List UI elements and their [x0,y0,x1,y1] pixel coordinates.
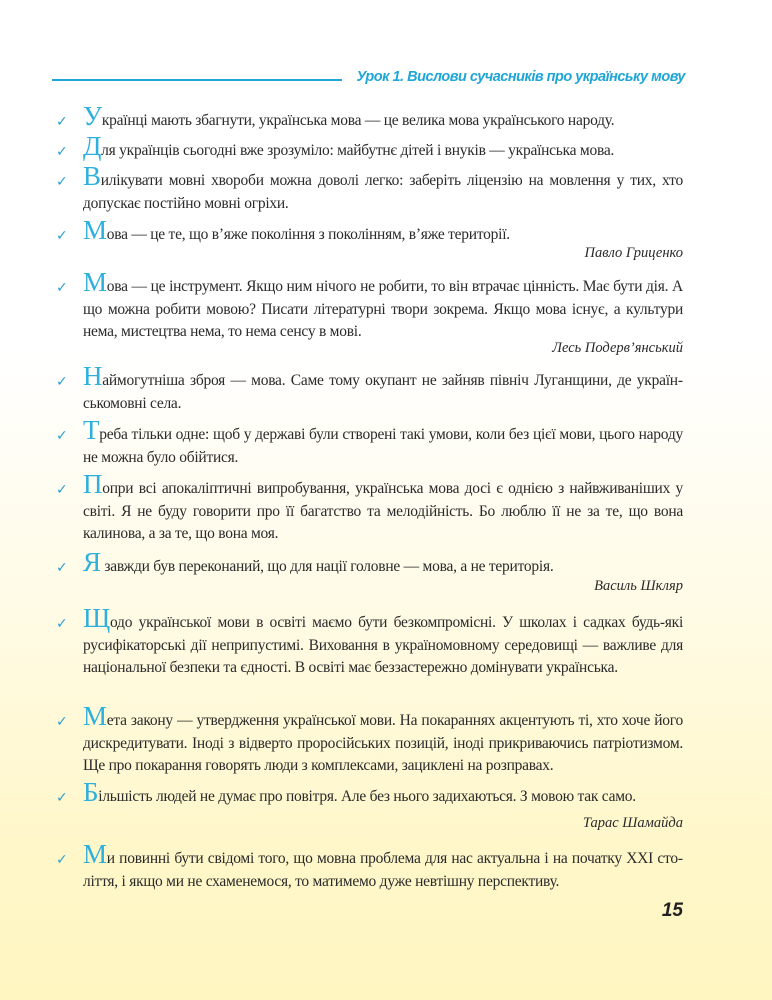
drop-cap: У [83,101,102,131]
quote-item [56,603,683,680]
quote-author: Тарас Шамайда [582,815,683,831]
quote-item [56,361,683,415]
drop-cap: М [83,267,107,297]
checkmark-icon: ✓ [56,616,68,632]
checkmark-icon: ✓ [56,560,68,576]
quote-item [56,777,683,809]
checkmark-icon: ✓ [56,852,68,868]
checkmark-icon: ✓ [56,114,68,130]
drop-cap: М [83,215,107,245]
drop-cap: М [83,839,107,869]
quote-item [56,215,683,247]
drop-cap: Б [83,777,99,807]
quote-text: ільшість людей не думає про повітря. Але без нього задихаються. З мовою так само. [98,788,636,805]
page-number: 15 [661,900,683,921]
quote-item [56,469,683,546]
checkmark-icon: ✓ [56,174,68,190]
checkmark-icon: ✓ [56,228,68,244]
header-rule [52,79,342,81]
drop-cap: Н [83,361,103,391]
quote-text: опри всі апокаліптичні випробування, українська мова досі є однією з найвживаніших у світі. Я не буду говорити про її багатство та мелодійність. Бо люблю її не за те, що вона калинова, а за те, що вона моя. [83,480,683,542]
drop-cap: Я [83,547,101,577]
quote-item [56,101,683,133]
drop-cap: В [83,161,101,191]
drop-cap: П [83,469,103,499]
quote-text: ова — це те, що в’яже покоління з поколінням, в’яже території. [106,226,510,243]
quote-text: одо української мови в освіті маємо бути безкомпромісні. У школах і садках будь-які русифікаторські дії неприпустимі. Виховання в україномовному середовищі — важливе для національної безпеки та єдності. В освіті має беззастережно домінувати українська. [83,614,683,676]
checkmark-icon: ✓ [56,428,68,444]
quote-text: и повинні бути свідомі того, що мовна проблема для нас актуальна і на початку XXI століття, і якщо ми не схаменемося, то матимемо дуже невтішну перспективу. [83,850,683,890]
quote-text: країнці мають збагнути, українська мова — це велика мова українського народу. [101,112,615,129]
quote-item [56,161,683,215]
quote-item [56,131,683,163]
quote-text: илікувати мовні хвороби можна доволі легко: заберіть ліцензію на мовлення у тих, хто допускає постійно мовні огріхи. [83,172,683,212]
drop-cap: Щ [83,603,110,633]
quote-author: Павло Гриценко [584,245,683,261]
drop-cap: Д [83,131,102,161]
quote-text: ова — це інструмент. Якщо ним нічого не робити, то він втрачає цінність. Має бути дія. А що можна робити мовою? Писати літературні твори зокрема. Якщо мова існує, а культури нема, мистецтва нема, то нема сенсу в мові. [83,278,683,340]
checkmark-icon: ✓ [56,714,68,730]
quote-text: реба тільки одне: щоб у державі були створені такі умови, коли без цієї мови, цього народу не можна було обійтися. [83,426,683,466]
drop-cap: Т [83,415,100,445]
quote-text: ета закону — утвердження української мови. На покараннях акцентують ті, хто хоче його дискредитувати. Іноді з відверто проросійських позицій, іноді прикриваючись патріотизмом. Ще про покарання говорять люди з комплексами, зациклені на розправах. [83,712,683,774]
quote-text: ля українців сьогодні вже зрозуміло: майбутнє дітей і внуків — українська мова. [101,142,615,159]
quote-text: аймогутніша зброя — мова. Саме тому окупант не зайняв північ Луганщини, де українськомовні села. [83,372,683,412]
quote-item [56,267,683,344]
quote-text: завжди був переконаний, що для нації головне — мова, а не територія. [100,558,554,575]
checkmark-icon: ✓ [56,280,68,296]
quote-item [56,415,683,469]
quote-item [56,547,683,579]
checkmark-icon: ✓ [56,482,68,498]
checkmark-icon: ✓ [56,144,68,160]
quote-author: Василь Шкляр [594,578,683,594]
checkmark-icon: ✓ [56,790,68,806]
quote-item [56,839,683,893]
drop-cap: М [83,701,107,731]
quote-item [56,701,683,778]
lesson-title: Урок 1. Вислови сучасників про українську мову [356,69,685,85]
checkmark-icon: ✓ [56,374,68,390]
quote-author: Лесь Подерв’янський [552,340,683,356]
